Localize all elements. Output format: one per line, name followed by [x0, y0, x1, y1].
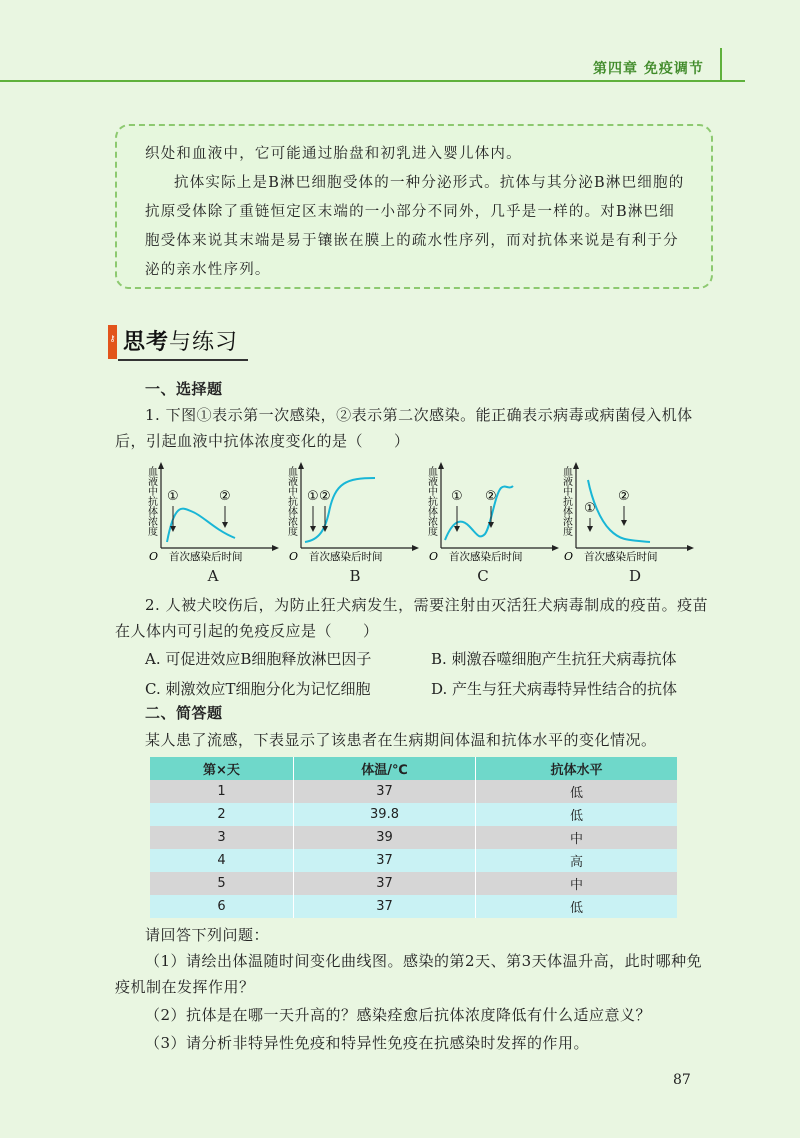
infection-2-arrowhead — [621, 520, 627, 526]
y-axis-arrow — [573, 462, 579, 469]
infection-1-arrowhead — [310, 526, 316, 532]
table-cell: 3 — [150, 826, 293, 849]
graph-label-d: D — [628, 567, 642, 585]
section-heading: 思考与练习 — [123, 330, 239, 355]
table-cell: 1 — [150, 780, 293, 803]
part1-heading: 一、选择题 — [145, 380, 223, 398]
table-row — [150, 872, 677, 895]
section-title — [108, 325, 248, 359]
y-axis-arrow — [438, 462, 444, 469]
infection-1-label: ① — [584, 501, 596, 516]
y-axis-label: 血液中抗体浓度 — [560, 466, 572, 536]
infection-2-arrowhead — [222, 522, 228, 528]
note-line: 织处和血液中，它可能通过胎盘和初乳进入婴儿体内。 — [145, 146, 522, 162]
y-axis-label: 血液中抗体浓度 — [285, 466, 297, 536]
infection-2-label: ② — [618, 489, 630, 504]
table-cell: 37 — [293, 895, 475, 918]
table-row — [150, 803, 677, 826]
part2-heading: 二、简答题 — [145, 704, 223, 722]
table-cell: 39.8 — [293, 803, 475, 826]
key-icon: ⚷ — [109, 334, 116, 343]
table-cell: 37 — [293, 872, 475, 895]
table-cell: 低 — [476, 780, 677, 803]
table-cell: 2 — [150, 803, 293, 826]
x-axis-label: 首次感染后时间 — [449, 551, 523, 563]
origin-label: O — [564, 550, 574, 563]
header-rule — [0, 80, 745, 82]
x-axis-arrow — [272, 545, 279, 551]
sub-question-2: （2）抗体是在哪一天升高的？感染痊愈后抗体浓度降低有什么适应意义？ — [145, 1006, 652, 1024]
table-cell: 低 — [476, 895, 677, 918]
table-cell: 低 — [476, 803, 677, 826]
table-cell: 37 — [293, 849, 475, 872]
graph-c-svg — [425, 460, 565, 565]
infection-2-label: ② — [219, 489, 231, 504]
y-axis-arrow — [298, 462, 304, 469]
y-axis-label: 血液中抗体浓度 — [425, 466, 437, 536]
infection-2-label: ② — [319, 489, 331, 504]
table-cell: 中 — [476, 826, 677, 849]
graph-label-c: C — [477, 567, 489, 585]
x-axis-label: 首次感染后时间 — [309, 551, 383, 563]
sub-question-3: （3）请分析非特异性免疫和特异性免疫在抗感染时发挥的作用。 — [145, 1034, 590, 1052]
table-cell: 37 — [293, 780, 475, 803]
x-axis-label: 首次感染后时间 — [169, 551, 243, 563]
graph-label-a: A — [207, 567, 219, 585]
note-box — [115, 124, 713, 289]
origin-label: O — [289, 550, 299, 563]
table-row — [150, 849, 677, 872]
origin-label: O — [429, 550, 439, 563]
data-table — [150, 757, 677, 918]
table-row — [150, 826, 677, 849]
table-cell: 4 — [150, 849, 293, 872]
table-header-cell: 第×天 — [150, 757, 293, 780]
option-a: A. 可促进效应B细胞释放淋巴因子 — [145, 650, 372, 668]
question-2: 2. 人被犬咬伤后，为防止狂犬病发生，需要注射由灭活狂犬病毒制成的疫苗。疫苗在人体内可引起的免疫反应是（ ） — [115, 596, 709, 640]
table-row — [150, 895, 677, 918]
table-row — [150, 780, 677, 803]
x-axis-arrow — [552, 545, 559, 551]
table-header-cell: 体温/℃ — [293, 757, 475, 780]
table-cell: 39 — [293, 826, 475, 849]
infection-1-label: ① — [307, 489, 319, 504]
table-cell: 6 — [150, 895, 293, 918]
note-paragraph: 抗体实际上是B淋巴细胞受体的一种分泌形式。抗体与其分泌B淋巴细胞的抗原受体除了重链恒定区末端的一小部分不同外，几乎是一样的。对B淋巴细胞受体来说其末端是易于镶嵌在膜上的疏水性序列，而对抗体来说是有利于分泌的亲水性序列。 — [145, 175, 685, 278]
chapter-title: 第四章 免疫调节 — [593, 61, 704, 77]
table-header-cell: 抗体水平 — [476, 757, 677, 780]
x-axis-arrow — [687, 545, 694, 551]
y-axis-label: 血液中抗体浓度 — [145, 466, 157, 536]
page-number: 87 — [673, 1072, 691, 1088]
table-cell: 5 — [150, 872, 293, 895]
table-cell: 高 — [476, 849, 677, 872]
infection-1-label: ① — [451, 489, 463, 504]
option-c: C. 刺激效应T细胞分化为记忆细胞 — [145, 680, 371, 698]
option-d: D. 产生与狂犬病毒特异性结合的抗体 — [431, 680, 678, 698]
sub-question-1: （1）请绘出体温随时间变化曲线图。感染的第2天、第3天体温升高，此时哪种免疫机制在发挥作用？ — [115, 952, 703, 996]
section-underline — [118, 359, 248, 361]
infection-2-label: ② — [485, 489, 497, 504]
x-axis-label: 首次感染后时间 — [584, 551, 658, 563]
option-b: B. 刺激吞噬细胞产生抗狂犬病毒抗体 — [431, 650, 677, 668]
infection-1-arrowhead — [587, 526, 593, 532]
graph-a-svg — [145, 460, 285, 565]
part2-intro: 某人患了流感，下表显示了该患者在生病期间体温和抗体水平的变化情况。 — [145, 731, 657, 749]
graph-d-svg — [560, 460, 700, 565]
table-header-row — [150, 757, 677, 780]
question-1: 1. 下图①表示第一次感染，②表示第二次感染。能正确表示病毒或病菌侵入机体后，引起血液中抗体浓度变化的是（ ） — [115, 406, 693, 450]
table-cell: 中 — [476, 872, 677, 895]
antibody-curve — [305, 478, 375, 542]
header-divider — [720, 48, 722, 82]
graph-b-svg — [285, 460, 425, 565]
infection-1-label: ① — [167, 489, 179, 504]
graph-label-b: B — [349, 567, 361, 585]
x-axis-arrow — [412, 545, 419, 551]
origin-label: O — [149, 550, 159, 563]
y-axis-arrow — [158, 462, 164, 469]
prompt: 请回答下列问题： — [145, 926, 270, 944]
infection-1-arrowhead — [454, 526, 460, 532]
